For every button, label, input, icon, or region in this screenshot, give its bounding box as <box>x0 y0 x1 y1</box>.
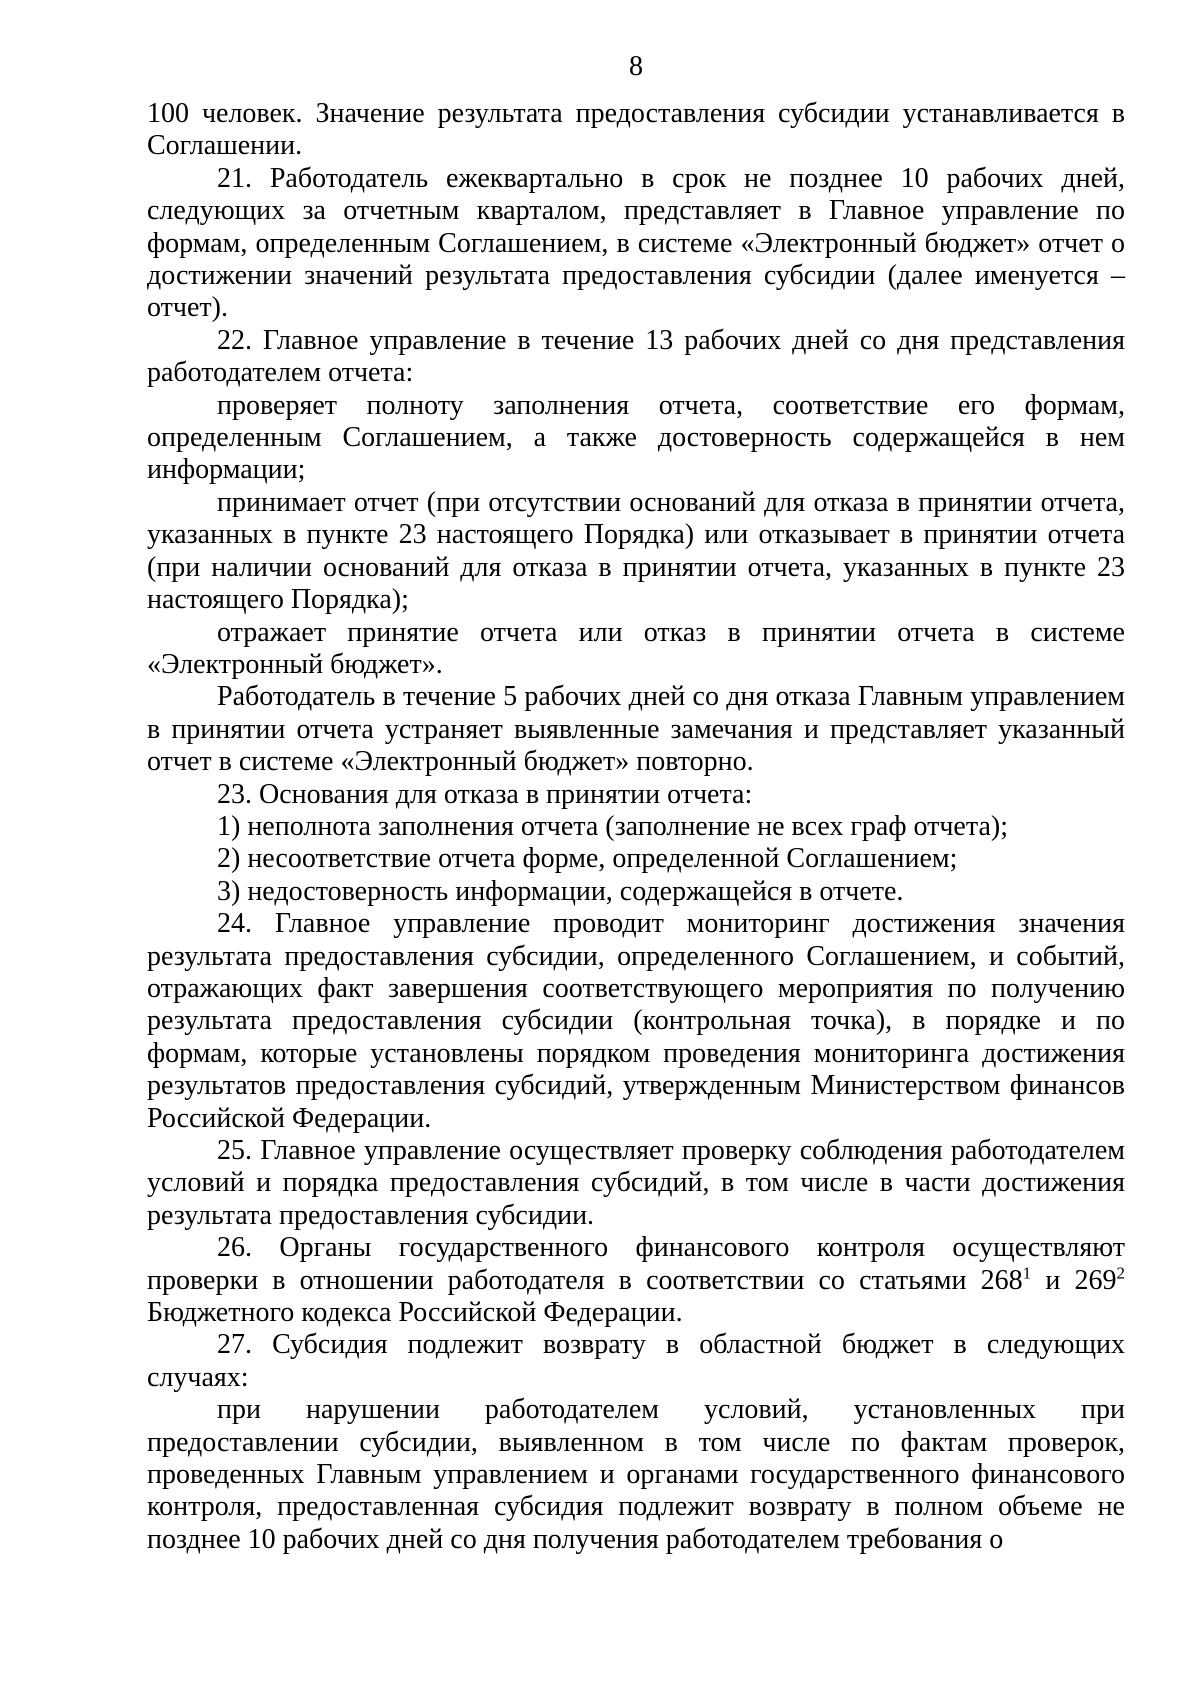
document-page <box>147 50 1125 1556</box>
paragraph-27-violation: при нарушении работодателем условий, установленных при предоставлении субсидии, выявленном в том числе по фактам проверок, проведенных Главным управлением и органами государственного финансового контроля, предоставленная субсидия подлежит возврату в полном объеме не позднее 10 рабочих дней со дня получения работодателем требования о <box>147 1394 1125 1555</box>
paragraph-24: 24. Главное управление проводит мониторинг достижения значения результата предоставления субсидии, определенного Соглашением, и событий, отражающих факт завершения соответствующего мероприятия по получению результата предоставления субсидии (контрольная точка), в порядке и по формам, которые установлены порядком проведения мониторинга достижения результатов предоставления субсидий, утвержденным Министерством финансов Российской Федерации. <box>147 908 1125 1134</box>
superscript-1: 1 <box>1022 1263 1032 1283</box>
paragraph-26-part2: и 269 <box>1031 1264 1117 1296</box>
paragraph-continuation: 100 человек. Значение результата предоставления субсидии устанавливается в Соглашении. <box>147 98 1125 162</box>
paragraph-23-item-2: 2) несоответствие отчета форме, определенной Соглашением; <box>217 843 958 875</box>
paragraph-26 <box>147 1232 1125 1329</box>
paragraph-22-check: проверяет полноту заполнения отчета, соответствие его формам, определенным Соглашением, а также достоверность содержащейся в нем информации; <box>147 389 1125 486</box>
paragraph-23-item-1: 1) неполнота заполнения отчета (заполнение не всех граф отчета); <box>217 810 1008 842</box>
paragraph-22-reflect: отражает принятие отчета или отказ в принятии отчета в системе «Электронный бюджет». <box>147 616 1125 680</box>
paragraph-23-item-3: 3) недостоверность информации, содержащейся в отчете. <box>217 875 904 907</box>
paragraph-22: 22. Главное управление в течение 13 рабочих дней со дня представления работодателем отчета: <box>147 324 1125 389</box>
paragraph-26-part3: Бюджетного кодекса Российской Федерации. <box>147 1297 683 1329</box>
paragraph-26-part1: 26. Органы государственного финансового контроля осуществляют проверки в отношении работодателя в соответствии со статьями 268 <box>147 1232 1125 1296</box>
page-number: 8 <box>629 51 643 82</box>
paragraph-23: 23. Основания для отказа в принятии отчета: <box>217 778 753 810</box>
paragraph-27: 27. Субсидия подлежит возврату в областной бюджет в следующих случаях: <box>147 1329 1125 1393</box>
paragraph-employer-resubmit: Работодатель в течение 5 рабочих дней со дня отказа Главным управлением в принятии отчета устраняет выявленные замечания и представляет указанный отчет в системе «Электронный бюджет» повторно. <box>147 681 1125 778</box>
paragraph-22-accept: принимает отчет (при отсутствии оснований для отказа в принятии отчета, указанных в пункте 23 настоящего Порядка) или отказывает в принятии отчета (при наличии оснований для отказа в принятии отчета, указанных в пункте 23 настоящего Порядка); <box>147 486 1125 616</box>
superscript-2: 2 <box>1116 1263 1125 1283</box>
paragraph-21: 21. Работодатель ежеквартально в срок не позднее 10 рабочих дней, следующих за отчетным кварталом, представляет в Главное управление по формам, определенным Соглашением, в системе «Электронный бюджет» отчет о достижении значений результата предоставления субсидии (далее именуется – отчет). <box>147 162 1125 324</box>
paragraph-25: 25. Главное управление осуществляет проверку соблюдения работодателем условий и порядка предоставления субсидий, в том числе в части достижения результата предоставления субсидии. <box>147 1135 1125 1231</box>
